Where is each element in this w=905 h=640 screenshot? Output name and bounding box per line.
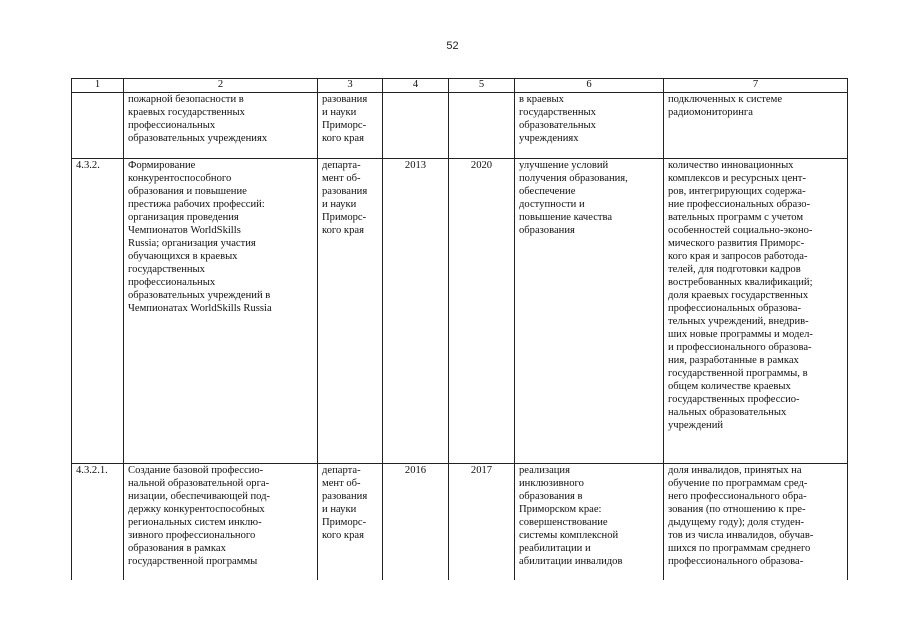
text-line: общем количестве краевых: [668, 381, 791, 392]
text-line: доля краевых государственных: [668, 290, 809, 301]
text-line: разования: [322, 94, 368, 105]
text-line: держку конкурентоспособных: [128, 504, 265, 515]
text-line: учреждений: [668, 420, 724, 431]
text-line: Чемпионатов WorldSkills: [128, 225, 241, 236]
start-year: [383, 93, 449, 159]
text-line: региональных систем инклю-: [128, 517, 262, 528]
text-line: реализация: [519, 465, 570, 476]
text-line: мент об-: [322, 478, 361, 489]
text-line: разования: [322, 491, 368, 502]
end-year: 2020: [449, 159, 515, 464]
text-line: учреждениях: [519, 133, 579, 144]
measure-name: [124, 464, 318, 581]
table-row: [72, 93, 848, 159]
text-line: зивного профессионального: [128, 530, 256, 541]
page-number: 52: [446, 40, 459, 52]
indicator: [664, 93, 848, 159]
item-number: 4.3.2.1.: [72, 464, 124, 581]
text-line: Russia; организация участия: [128, 238, 256, 249]
text-line: государственной программы, в: [668, 368, 808, 379]
text-line: в краевых: [519, 94, 564, 105]
text-line: ров, интегрирующих содержа-: [668, 186, 806, 197]
text-line: Приморском крае:: [519, 504, 602, 515]
item-number: 4.3.2.: [72, 159, 124, 464]
text-line: вательных программ с учетом: [668, 212, 804, 223]
text-line: профессиональных образова-: [668, 303, 801, 314]
indicator: [664, 464, 848, 581]
text-line: обучающихся в краевых: [128, 251, 238, 262]
table-row: [72, 159, 848, 464]
text-line: обучение по программам сред-: [668, 478, 808, 489]
text-line: инклюзивного: [519, 478, 584, 489]
text-line: доступности и: [519, 199, 585, 210]
text-line: пожарной безопасности в: [128, 94, 244, 105]
text-line: и науки: [322, 199, 357, 210]
text-line: совершенствование: [519, 517, 608, 528]
text-line: абилитации инвалидов: [519, 556, 623, 567]
text-line: образования в: [519, 491, 583, 502]
text-line: и профессионального образова-: [668, 342, 812, 353]
text-line: количество инновационных: [668, 160, 794, 171]
text-line: обеспечение: [519, 186, 576, 197]
col-header-7: 7: [664, 79, 848, 93]
text-line: образования в рамках: [128, 543, 226, 554]
text-line: образовательных учреждениях: [128, 133, 268, 144]
text-line: кого края: [322, 133, 364, 144]
text-line: департа-: [322, 160, 361, 171]
expected-result: [515, 464, 664, 581]
text-line: департа-: [322, 465, 361, 476]
text-line: тельных учреждений, внедрив-: [668, 316, 809, 327]
text-line: ших новые программы и модел-: [668, 329, 813, 340]
item-number: [72, 93, 124, 159]
col-header-3: 3: [318, 79, 383, 93]
expected-result: [515, 159, 664, 464]
text-line: мического развития Приморс-: [668, 238, 805, 249]
start-year: 2016: [383, 464, 449, 581]
text-line: Приморс-: [322, 120, 367, 131]
text-line: телей, для подготовки кадров: [668, 264, 801, 275]
start-year: 2013: [383, 159, 449, 464]
text-line: востребованных квалификаций;: [668, 277, 813, 288]
col-header-5: 5: [449, 79, 515, 93]
text-line: краевых государственных: [128, 107, 245, 118]
text-line: подключенных к системе: [668, 94, 783, 105]
measure-name: [124, 93, 318, 159]
text-line: Приморс-: [322, 212, 367, 223]
text-line: государственных: [128, 264, 205, 275]
text-line: низации, обеспечивающей под-: [128, 491, 271, 502]
measure-name: [124, 159, 318, 464]
text-line: комплексов и ресурсных цент-: [668, 173, 806, 184]
text-line: зования (по отношению к пре-: [668, 504, 806, 515]
responsible-executor: [318, 159, 383, 464]
text-line: государственных профессио-: [668, 394, 800, 405]
text-line: Формирование: [128, 160, 196, 171]
text-line: системы комплексной: [519, 530, 619, 541]
text-line: конкурентоспособного: [128, 173, 232, 184]
text-line: особенностей социально-эконо-: [668, 225, 813, 236]
expected-result: [515, 93, 664, 159]
text-line: реабилитации и: [519, 543, 591, 554]
responsible-executor: [318, 464, 383, 581]
text-line: получения образования,: [519, 173, 628, 184]
text-line: повышение качества: [519, 212, 613, 223]
responsible-executor: [318, 93, 383, 159]
text-line: нальной образовательной орга-: [128, 478, 270, 489]
text-line: государственных: [519, 107, 596, 118]
text-line: радиомониторинга: [668, 107, 753, 118]
text-line: разования: [322, 186, 368, 197]
text-line: образования: [519, 225, 575, 236]
text-line: и науки: [322, 504, 357, 515]
text-line: государственной программы: [128, 556, 258, 567]
text-line: доля инвалидов, принятых на: [668, 465, 802, 476]
text-line: кого края: [322, 225, 364, 236]
end-year: 2017: [449, 464, 515, 581]
text-line: улучшение условий: [519, 160, 609, 171]
text-line: образовательных учреждений в: [128, 290, 271, 301]
text-line: шихся по программам среднего: [668, 543, 811, 554]
col-header-4: 4: [383, 79, 449, 93]
col-header-2: 2: [124, 79, 318, 93]
text-line: организация проведения: [128, 212, 239, 223]
text-line: Создание базовой профессио-: [128, 465, 264, 476]
text-line: кого края и запросов работода-: [668, 251, 808, 262]
header-row: [72, 79, 848, 93]
text-line: Чемпионатах WorldSkills Russia: [128, 303, 272, 314]
text-line: кого края: [322, 530, 364, 541]
text-line: образования и повышение: [128, 186, 247, 197]
text-line: нальных образовательных: [668, 407, 787, 418]
text-line: ния, разработанные в рамках: [668, 355, 799, 366]
text-line: Приморс-: [322, 517, 367, 528]
text-line: тов из числа инвалидов, обучав-: [668, 530, 814, 541]
text-line: профессионального образова-: [668, 556, 804, 567]
text-line: образовательных: [519, 120, 596, 131]
text-line: престижа рабочих профессий:: [128, 199, 265, 210]
col-header-1: 1: [72, 79, 124, 93]
end-year: [449, 93, 515, 159]
col-header-6: 6: [515, 79, 664, 93]
text-line: профессиональных: [128, 120, 216, 131]
program-table: [71, 78, 848, 580]
text-line: ние профессиональных образо-: [668, 199, 811, 210]
text-line: дыдущему году); доля студен-: [668, 517, 805, 528]
text-line: и науки: [322, 107, 357, 118]
indicator: [664, 159, 848, 464]
text-line: профессиональных: [128, 277, 216, 288]
text-line: него профессионального обра-: [668, 491, 807, 502]
table-row: [72, 464, 848, 581]
text-line: мент об-: [322, 173, 361, 184]
